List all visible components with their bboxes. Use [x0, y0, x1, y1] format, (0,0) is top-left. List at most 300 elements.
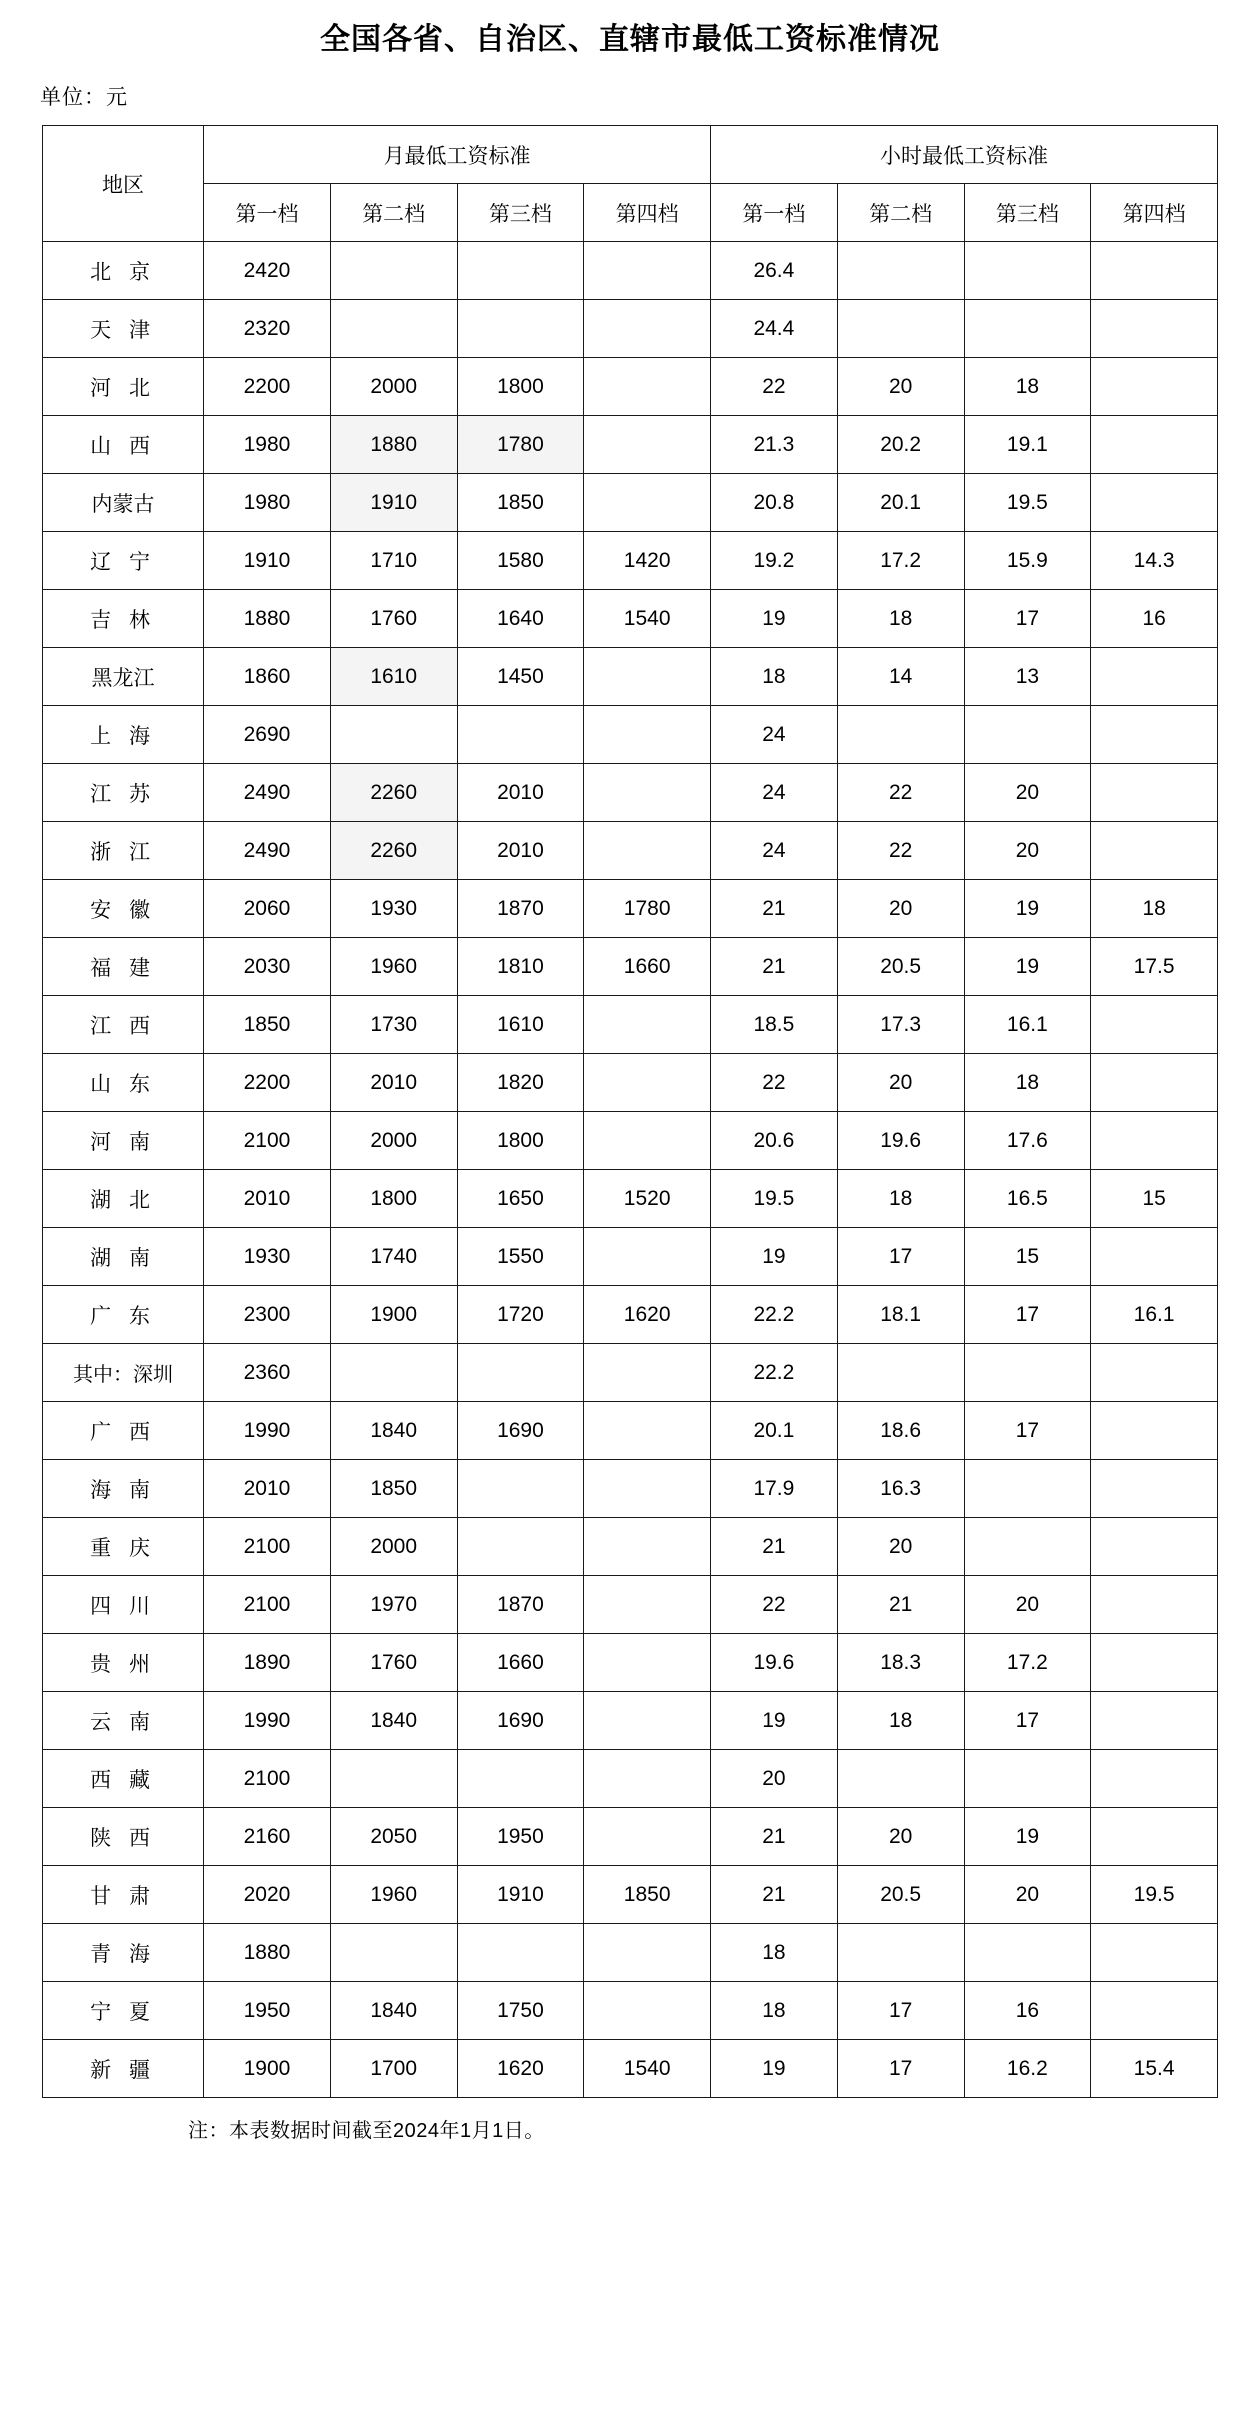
cell-monthly-tier-4: [584, 1808, 711, 1866]
table-row: [43, 1402, 1218, 1460]
cell-hourly-tier-3: 20: [964, 822, 1091, 880]
cell-monthly-tier-1: 2360: [204, 1344, 331, 1402]
cell-monthly-tier-4: [584, 300, 711, 358]
cell-monthly-tier-4: [584, 1982, 711, 2040]
unit-label: 单位：元: [40, 86, 128, 109]
cell-hourly-tier-2: 17.3: [837, 996, 964, 1054]
cell-monthly-tier-4: [584, 242, 711, 300]
cell-hourly-tier-2: 18: [837, 590, 964, 648]
header-hourly-tier-4: 第四档: [1091, 184, 1218, 242]
cell-monthly-tier-4: 1780: [584, 880, 711, 938]
cell-hourly-tier-2: 20: [837, 1054, 964, 1112]
cell-monthly-tier-2: 1960: [330, 938, 457, 996]
cell-monthly-tier-4: [584, 1576, 711, 1634]
cell-hourly-tier-1: 19.2: [711, 532, 838, 590]
cell-hourly-tier-3: [964, 1518, 1091, 1576]
row-region-label: 上 海: [43, 706, 204, 764]
row-region-label: 浙 江: [43, 822, 204, 880]
cell-hourly-tier-3: [964, 1924, 1091, 1982]
cell-monthly-tier-3: 1870: [457, 880, 584, 938]
table-body: [43, 242, 1218, 2098]
cell-hourly-tier-1: 19: [711, 590, 838, 648]
table-row: [43, 1634, 1218, 1692]
cell-monthly-tier-1: 1930: [204, 1228, 331, 1286]
cell-hourly-tier-1: 17.9: [711, 1460, 838, 1518]
cell-hourly-tier-4: 15: [1091, 1170, 1218, 1228]
cell-monthly-tier-4: [584, 1634, 711, 1692]
cell-hourly-tier-3: 17.6: [964, 1112, 1091, 1170]
cell-hourly-tier-3: 18: [964, 1054, 1091, 1112]
cell-hourly-tier-3: [964, 1460, 1091, 1518]
table-row: [43, 822, 1218, 880]
cell-hourly-tier-3: 16.5: [964, 1170, 1091, 1228]
cell-hourly-tier-2: [837, 242, 964, 300]
cell-hourly-tier-4: [1091, 300, 1218, 358]
cell-monthly-tier-2: 1840: [330, 1402, 457, 1460]
cell-hourly-tier-2: 17: [837, 1228, 964, 1286]
cell-monthly-tier-3: 2010: [457, 822, 584, 880]
cell-monthly-tier-1: 2100: [204, 1750, 331, 1808]
table-row: [43, 706, 1218, 764]
cell-monthly-tier-1: 2010: [204, 1460, 331, 1518]
table-row: [43, 938, 1218, 996]
row-region-label: 甘 肃: [43, 1866, 204, 1924]
row-region-label: 青 海: [43, 1924, 204, 1982]
cell-monthly-tier-2: 1760: [330, 1634, 457, 1692]
header-region: 地区: [43, 126, 204, 242]
cell-monthly-tier-4: [584, 1924, 711, 1982]
cell-monthly-tier-1: 2160: [204, 1808, 331, 1866]
cell-hourly-tier-4: [1091, 1402, 1218, 1460]
cell-monthly-tier-2: 1900: [330, 1286, 457, 1344]
cell-monthly-tier-3: 1660: [457, 1634, 584, 1692]
cell-hourly-tier-2: 22: [837, 822, 964, 880]
table-row: [43, 996, 1218, 1054]
cell-monthly-tier-2: 1930: [330, 880, 457, 938]
cell-monthly-tier-4: [584, 1692, 711, 1750]
cell-hourly-tier-1: 22: [711, 358, 838, 416]
cell-hourly-tier-1: 18: [711, 1982, 838, 2040]
cell-hourly-tier-4: [1091, 1054, 1218, 1112]
cell-monthly-tier-4: 1540: [584, 2040, 711, 2098]
cell-hourly-tier-1: 24: [711, 706, 838, 764]
cell-monthly-tier-2: 2000: [330, 1518, 457, 1576]
cell-monthly-tier-2: 1700: [330, 2040, 457, 2098]
cell-hourly-tier-2: [837, 300, 964, 358]
cell-hourly-tier-4: [1091, 1634, 1218, 1692]
cell-hourly-tier-2: 20.5: [837, 1866, 964, 1924]
header-group-hourly: 小时最低工资标准: [711, 126, 1218, 184]
cell-monthly-tier-1: 1990: [204, 1402, 331, 1460]
cell-hourly-tier-2: [837, 1344, 964, 1402]
row-region-label: 安 徽: [43, 880, 204, 938]
cell-monthly-tier-4: [584, 416, 711, 474]
cell-monthly-tier-3: 1800: [457, 358, 584, 416]
cell-hourly-tier-2: 18: [837, 1692, 964, 1750]
cell-monthly-tier-4: [584, 822, 711, 880]
cell-hourly-tier-4: [1091, 1692, 1218, 1750]
cell-hourly-tier-4: 14.3: [1091, 532, 1218, 590]
cell-monthly-tier-1: 2200: [204, 1054, 331, 1112]
table-row: [43, 1518, 1218, 1576]
cell-monthly-tier-3: [457, 1924, 584, 1982]
cell-monthly-tier-1: 1880: [204, 590, 331, 648]
cell-monthly-tier-3: [457, 1460, 584, 1518]
cell-hourly-tier-2: 18.3: [837, 1634, 964, 1692]
cell-hourly-tier-2: 14: [837, 648, 964, 706]
cell-hourly-tier-4: [1091, 1228, 1218, 1286]
cell-monthly-tier-2: 1840: [330, 1982, 457, 2040]
cell-hourly-tier-4: [1091, 416, 1218, 474]
row-region-label: 宁 夏: [43, 1982, 204, 2040]
row-region-label: 广 西: [43, 1402, 204, 1460]
cell-hourly-tier-2: [837, 1750, 964, 1808]
cell-hourly-tier-4: 18: [1091, 880, 1218, 938]
table-row: [43, 1054, 1218, 1112]
cell-hourly-tier-3: 16: [964, 1982, 1091, 2040]
cell-monthly-tier-2: 1710: [330, 532, 457, 590]
cell-hourly-tier-1: 24: [711, 822, 838, 880]
row-region-label: 北 京: [43, 242, 204, 300]
cell-hourly-tier-3: 17: [964, 1402, 1091, 1460]
cell-hourly-tier-3: 19.5: [964, 474, 1091, 532]
cell-hourly-tier-2: 20: [837, 880, 964, 938]
cell-monthly-tier-1: 2300: [204, 1286, 331, 1344]
cell-hourly-tier-3: 20: [964, 764, 1091, 822]
cell-monthly-tier-2: 2010: [330, 1054, 457, 1112]
table-row: [43, 1924, 1218, 1982]
cell-hourly-tier-1: 20.1: [711, 1402, 838, 1460]
cell-hourly-tier-4: [1091, 1808, 1218, 1866]
row-region-label: 山 西: [43, 416, 204, 474]
cell-monthly-tier-1: 2100: [204, 1518, 331, 1576]
table-row: [43, 1982, 1218, 2040]
cell-monthly-tier-1: 1980: [204, 416, 331, 474]
cell-hourly-tier-2: 17.2: [837, 532, 964, 590]
cell-hourly-tier-4: 15.4: [1091, 2040, 1218, 2098]
cell-monthly-tier-3: 1750: [457, 1982, 584, 2040]
cell-hourly-tier-1: 19.6: [711, 1634, 838, 1692]
table-row: [43, 1460, 1218, 1518]
cell-hourly-tier-3: [964, 1750, 1091, 1808]
row-region-label: 天 津: [43, 300, 204, 358]
cell-monthly-tier-4: 1540: [584, 590, 711, 648]
cell-monthly-tier-1: 2490: [204, 822, 331, 880]
cell-hourly-tier-4: 17.5: [1091, 938, 1218, 996]
cell-hourly-tier-1: 19: [711, 1692, 838, 1750]
cell-hourly-tier-3: 17: [964, 590, 1091, 648]
cell-monthly-tier-1: 1900: [204, 2040, 331, 2098]
cell-monthly-tier-4: 1660: [584, 938, 711, 996]
cell-monthly-tier-3: 1690: [457, 1692, 584, 1750]
table-row: [43, 2040, 1218, 2098]
cell-hourly-tier-4: [1091, 822, 1218, 880]
cell-monthly-tier-1: 2490: [204, 764, 331, 822]
cell-hourly-tier-3: 17: [964, 1692, 1091, 1750]
cell-monthly-tier-3: 1550: [457, 1228, 584, 1286]
top-strip: [0, 0, 1260, 6]
cell-hourly-tier-3: [964, 242, 1091, 300]
cell-monthly-tier-4: [584, 1460, 711, 1518]
cell-monthly-tier-4: [584, 474, 711, 532]
table-row: [43, 764, 1218, 822]
cell-hourly-tier-1: 20: [711, 1750, 838, 1808]
row-region-label: 辽 宁: [43, 532, 204, 590]
table-row: [43, 1692, 1218, 1750]
cell-monthly-tier-3: 1720: [457, 1286, 584, 1344]
cell-monthly-tier-3: 2010: [457, 764, 584, 822]
cell-hourly-tier-1: 24.4: [711, 300, 838, 358]
cell-monthly-tier-4: [584, 706, 711, 764]
cell-hourly-tier-1: 19: [711, 2040, 838, 2098]
row-region-label: 江 西: [43, 996, 204, 1054]
header-monthly-tier-2: 第二档: [330, 184, 457, 242]
row-region-label: 云 南: [43, 1692, 204, 1750]
cell-monthly-tier-3: [457, 1750, 584, 1808]
table-note: 注：本表数据时间截至2024年1月1日。: [188, 2120, 545, 2142]
cell-monthly-tier-3: 1580: [457, 532, 584, 590]
cell-hourly-tier-4: [1091, 1750, 1218, 1808]
table-row: [43, 1808, 1218, 1866]
row-region-label: 山 东: [43, 1054, 204, 1112]
cell-monthly-tier-3: 1650: [457, 1170, 584, 1228]
minimum-wage-table: [42, 125, 1218, 2098]
cell-hourly-tier-2: 20.5: [837, 938, 964, 996]
table-row: [43, 1750, 1218, 1808]
table-row: [43, 416, 1218, 474]
cell-hourly-tier-1: 21.3: [711, 416, 838, 474]
table-row: [43, 1286, 1218, 1344]
cell-hourly-tier-4: [1091, 648, 1218, 706]
row-region-label: 贵 州: [43, 1634, 204, 1692]
cell-hourly-tier-4: [1091, 764, 1218, 822]
cell-hourly-tier-3: 17.2: [964, 1634, 1091, 1692]
table-header-row-tiers: [43, 184, 1218, 242]
cell-monthly-tier-4: 1620: [584, 1286, 711, 1344]
cell-monthly-tier-4: [584, 764, 711, 822]
cell-hourly-tier-1: 21: [711, 1866, 838, 1924]
cell-hourly-tier-2: 20: [837, 358, 964, 416]
table-header-row-groups: [43, 126, 1218, 184]
table-row: [43, 1866, 1218, 1924]
table-row: [43, 590, 1218, 648]
cell-hourly-tier-3: 18: [964, 358, 1091, 416]
cell-monthly-tier-2: 1850: [330, 1460, 457, 1518]
table-row: [43, 358, 1218, 416]
cell-hourly-tier-2: [837, 1924, 964, 1982]
cell-hourly-tier-1: 21: [711, 1518, 838, 1576]
cell-hourly-tier-2: 18.6: [837, 1402, 964, 1460]
cell-monthly-tier-3: 1820: [457, 1054, 584, 1112]
cell-monthly-tier-2: [330, 1750, 457, 1808]
cell-hourly-tier-4: 19.5: [1091, 1866, 1218, 1924]
cell-hourly-tier-3: 15: [964, 1228, 1091, 1286]
cell-hourly-tier-4: 16.1: [1091, 1286, 1218, 1344]
cell-monthly-tier-3: [457, 706, 584, 764]
cell-monthly-tier-1: 1850: [204, 996, 331, 1054]
table-header: [43, 126, 1218, 242]
cell-hourly-tier-3: 19.1: [964, 416, 1091, 474]
row-region-label: 陕 西: [43, 1808, 204, 1866]
cell-monthly-tier-1: 2320: [204, 300, 331, 358]
cell-hourly-tier-2: 17: [837, 1982, 964, 2040]
cell-monthly-tier-3: 1450: [457, 648, 584, 706]
cell-hourly-tier-4: [1091, 1344, 1218, 1402]
cell-monthly-tier-3: 1870: [457, 1576, 584, 1634]
cell-monthly-tier-4: [584, 1750, 711, 1808]
cell-monthly-tier-1: 2690: [204, 706, 331, 764]
cell-hourly-tier-2: 20: [837, 1808, 964, 1866]
cell-monthly-tier-4: [584, 1518, 711, 1576]
cell-monthly-tier-4: [584, 358, 711, 416]
cell-monthly-tier-2: [330, 706, 457, 764]
cell-hourly-tier-1: 21: [711, 938, 838, 996]
cell-hourly-tier-1: 18: [711, 648, 838, 706]
table-row: [43, 532, 1218, 590]
cell-monthly-tier-2: 1910: [330, 474, 457, 532]
table-row: [43, 648, 1218, 706]
cell-hourly-tier-3: 19: [964, 938, 1091, 996]
cell-hourly-tier-3: 16.1: [964, 996, 1091, 1054]
cell-monthly-tier-3: [457, 1518, 584, 1576]
cell-monthly-tier-3: 1620: [457, 2040, 584, 2098]
cell-monthly-tier-4: [584, 1344, 711, 1402]
cell-monthly-tier-4: [584, 1112, 711, 1170]
row-region-label: 新 疆: [43, 2040, 204, 2098]
cell-hourly-tier-3: 20: [964, 1866, 1091, 1924]
cell-monthly-tier-1: 2420: [204, 242, 331, 300]
header-hourly-tier-3: 第三档: [964, 184, 1091, 242]
cell-hourly-tier-2: 20.1: [837, 474, 964, 532]
cell-hourly-tier-1: 18: [711, 1924, 838, 1982]
cell-monthly-tier-1: 2100: [204, 1112, 331, 1170]
row-region-label: 四 川: [43, 1576, 204, 1634]
cell-monthly-tier-1: 1860: [204, 648, 331, 706]
header-group-monthly: 月最低工资标准: [204, 126, 711, 184]
cell-hourly-tier-2: 18.1: [837, 1286, 964, 1344]
cell-monthly-tier-1: 1890: [204, 1634, 331, 1692]
header-monthly-tier-1: 第一档: [204, 184, 331, 242]
cell-hourly-tier-4: [1091, 996, 1218, 1054]
cell-hourly-tier-1: 20.8: [711, 474, 838, 532]
cell-monthly-tier-4: [584, 648, 711, 706]
cell-monthly-tier-4: 1850: [584, 1866, 711, 1924]
table-row: [43, 1576, 1218, 1634]
cell-monthly-tier-4: [584, 1054, 711, 1112]
cell-hourly-tier-4: [1091, 706, 1218, 764]
cell-monthly-tier-1: 2100: [204, 1576, 331, 1634]
cell-hourly-tier-4: 16: [1091, 590, 1218, 648]
cell-hourly-tier-1: 22.2: [711, 1344, 838, 1402]
cell-hourly-tier-1: 19.5: [711, 1170, 838, 1228]
cell-hourly-tier-3: 19: [964, 880, 1091, 938]
cell-hourly-tier-3: [964, 300, 1091, 358]
cell-monthly-tier-2: 1840: [330, 1692, 457, 1750]
cell-monthly-tier-2: 2050: [330, 1808, 457, 1866]
cell-monthly-tier-4: [584, 1402, 711, 1460]
row-region-label: 江 苏: [43, 764, 204, 822]
cell-hourly-tier-3: 13: [964, 648, 1091, 706]
table-row: [43, 1112, 1218, 1170]
cell-monthly-tier-2: 2000: [330, 1112, 457, 1170]
header-hourly-tier-1: 第一档: [711, 184, 838, 242]
cell-monthly-tier-2: [330, 1924, 457, 1982]
cell-monthly-tier-3: [457, 1344, 584, 1402]
cell-hourly-tier-2: [837, 706, 964, 764]
cell-hourly-tier-3: 15.9: [964, 532, 1091, 590]
cell-monthly-tier-2: 1880: [330, 416, 457, 474]
row-region-label: 湖 北: [43, 1170, 204, 1228]
cell-monthly-tier-3: 1640: [457, 590, 584, 648]
header-monthly-tier-4: 第四档: [584, 184, 711, 242]
cell-monthly-tier-1: 1980: [204, 474, 331, 532]
cell-hourly-tier-2: 18: [837, 1170, 964, 1228]
table-row: [43, 1344, 1218, 1402]
cell-monthly-tier-2: 1800: [330, 1170, 457, 1228]
cell-monthly-tier-4: 1520: [584, 1170, 711, 1228]
cell-monthly-tier-3: 1690: [457, 1402, 584, 1460]
cell-hourly-tier-4: [1091, 1576, 1218, 1634]
table-row: [43, 1170, 1218, 1228]
cell-monthly-tier-2: 1730: [330, 996, 457, 1054]
cell-monthly-tier-1: 2200: [204, 358, 331, 416]
cell-monthly-tier-3: 1810: [457, 938, 584, 996]
cell-monthly-tier-4: 1420: [584, 532, 711, 590]
row-region-label: 黑龙江: [43, 648, 204, 706]
cell-monthly-tier-2: 2260: [330, 764, 457, 822]
cell-hourly-tier-1: 19: [711, 1228, 838, 1286]
cell-hourly-tier-3: 17: [964, 1286, 1091, 1344]
cell-hourly-tier-2: 22: [837, 764, 964, 822]
cell-hourly-tier-2: 21: [837, 1576, 964, 1634]
cell-monthly-tier-1: 2020: [204, 1866, 331, 1924]
cell-hourly-tier-1: 24: [711, 764, 838, 822]
table-row: [43, 242, 1218, 300]
cell-monthly-tier-2: [330, 300, 457, 358]
header-monthly-tier-3: 第三档: [457, 184, 584, 242]
cell-monthly-tier-1: 2030: [204, 938, 331, 996]
cell-hourly-tier-2: 17: [837, 2040, 964, 2098]
cell-monthly-tier-3: 1950: [457, 1808, 584, 1866]
table-row: [43, 880, 1218, 938]
cell-monthly-tier-2: [330, 1344, 457, 1402]
cell-monthly-tier-1: 2060: [204, 880, 331, 938]
cell-monthly-tier-2: 1740: [330, 1228, 457, 1286]
cell-monthly-tier-2: 1760: [330, 590, 457, 648]
cell-hourly-tier-4: [1091, 1112, 1218, 1170]
cell-hourly-tier-3: 19: [964, 1808, 1091, 1866]
cell-hourly-tier-4: [1091, 358, 1218, 416]
cell-hourly-tier-4: [1091, 474, 1218, 532]
row-region-label: 内蒙古: [43, 474, 204, 532]
cell-monthly-tier-1: 1910: [204, 532, 331, 590]
cell-hourly-tier-2: 20.2: [837, 416, 964, 474]
cell-monthly-tier-3: [457, 242, 584, 300]
table-row: [43, 1228, 1218, 1286]
cell-hourly-tier-4: [1091, 1982, 1218, 2040]
cell-monthly-tier-3: 1910: [457, 1866, 584, 1924]
cell-hourly-tier-3: [964, 706, 1091, 764]
cell-hourly-tier-2: 19.6: [837, 1112, 964, 1170]
row-region-label: 吉 林: [43, 590, 204, 648]
cell-monthly-tier-1: 1880: [204, 1924, 331, 1982]
cell-hourly-tier-4: [1091, 1460, 1218, 1518]
cell-hourly-tier-3: [964, 1344, 1091, 1402]
cell-monthly-tier-3: 1850: [457, 474, 584, 532]
cell-hourly-tier-1: 22: [711, 1576, 838, 1634]
cell-hourly-tier-1: 21: [711, 880, 838, 938]
row-region-label: 西 藏: [43, 1750, 204, 1808]
